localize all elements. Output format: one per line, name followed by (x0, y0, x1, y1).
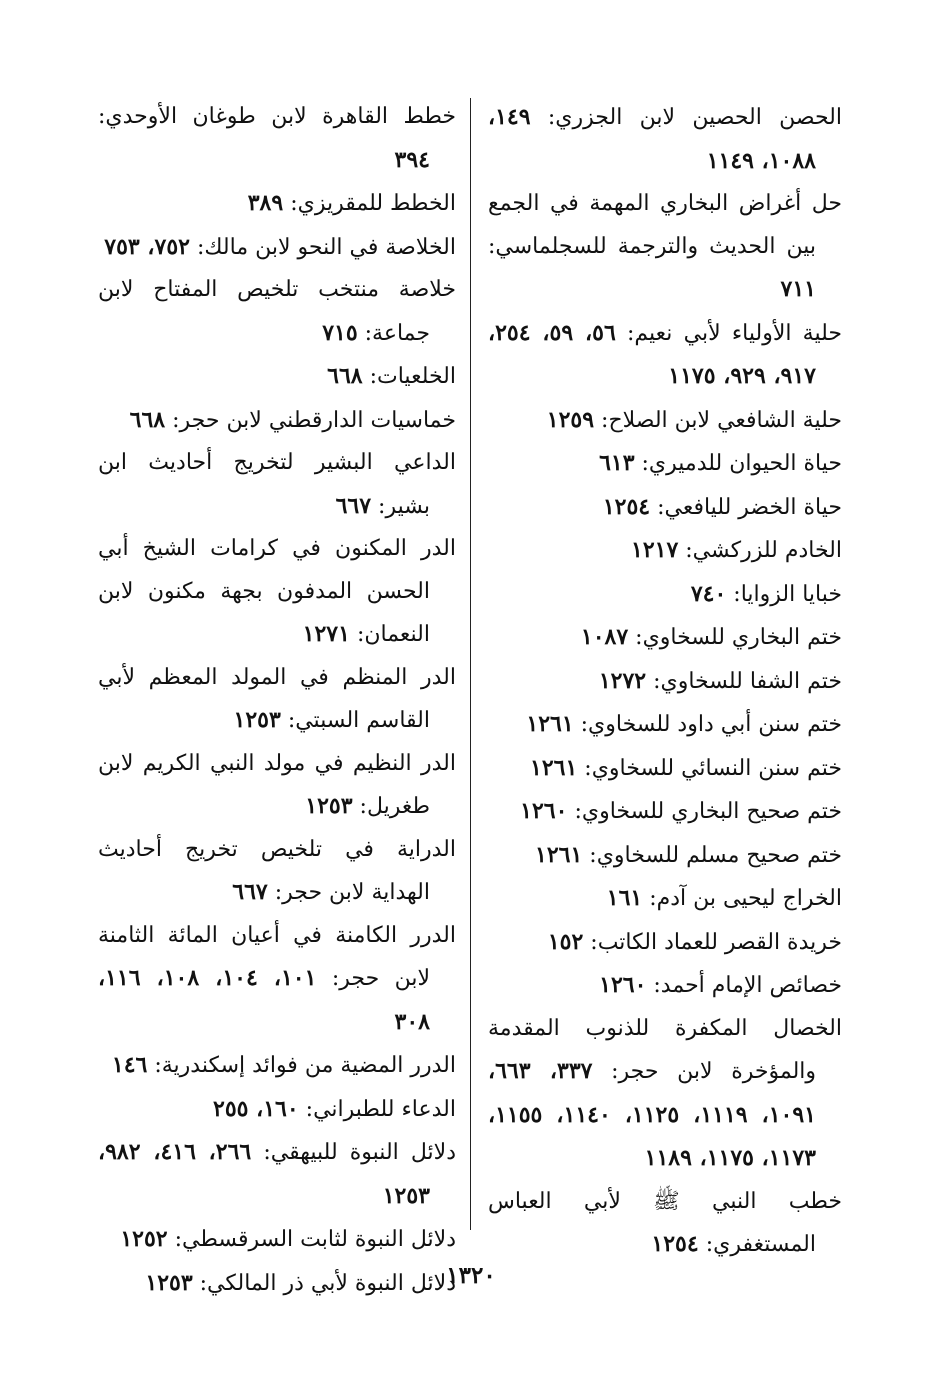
entry-pages: ١٢٦١ (530, 754, 578, 781)
entry-title: الخراج ليحيى بن آدم: (649, 886, 842, 911)
index-entry (488, 921, 842, 965)
entry-pages: ١٦١ (606, 885, 643, 911)
index-entry (488, 703, 842, 747)
index-entry (488, 747, 842, 791)
entry-title: الدر النظيم في مولد النبي الكريم لابن طغريل: (98, 750, 456, 819)
entry-title: ختم الشفا للسخاوي: (653, 668, 842, 694)
index-entry (488, 790, 842, 834)
entry-pages: ٦٦٨ (327, 363, 363, 389)
index-entry (488, 183, 842, 312)
index-entry (98, 1218, 456, 1262)
entry-pages: ١٢٧٢ (598, 667, 647, 694)
entry-title: الخلعيات: (369, 364, 456, 389)
entry-title: دلائل النبوة لأبي ذر المالكي: (199, 1270, 456, 1296)
entry-title: خصائص الإمام أحمد: (653, 973, 842, 998)
entry-title: الدر المنظم في المولد المعظم لأبي القاسم السبتي: (98, 664, 456, 733)
right-entries-list (488, 96, 842, 1267)
entry-pages: ٦٦٧ (335, 492, 372, 519)
entry-title: خطب النبي ﷺ لأبي العباس المستغفري: (488, 1188, 842, 1257)
entry-pages: ٣٨٩ (247, 190, 284, 216)
index-entry (98, 1131, 456, 1218)
index-entry (98, 743, 456, 829)
entry-title: ختم سنن أبي داود للسخاوي: (580, 712, 842, 737)
entry-pages: ٦١٣ (599, 450, 635, 476)
entry-pages: ٧١١ (780, 276, 816, 302)
index-entry (488, 312, 842, 399)
entry-title: الدرر المضية من فوائد إسكندرية: (154, 1053, 456, 1078)
index-entry (488, 834, 842, 878)
entry-title: الدراية في تلخيص تخريج أحاديث الهداية لابن حجر: (98, 836, 456, 905)
entry-pages: ١٢٥٣ (233, 707, 281, 733)
entry-title: حلية الشافعي لابن الصلاح: (601, 407, 842, 433)
entry-title: الدعاء للطبراني: (305, 1096, 456, 1122)
index-entry (488, 573, 842, 617)
index-entry (98, 1088, 456, 1132)
index-entry (488, 1181, 842, 1267)
index-entry (98, 915, 456, 1045)
entry-title: الخادم للزركشي: (685, 538, 842, 563)
index-entry (98, 355, 456, 399)
entry-pages: ١٢٦١ (535, 841, 583, 868)
entry-title: حياة الحيوان للدميري: (641, 451, 842, 476)
entry-pages: ٣٩٤ (394, 146, 430, 173)
left-column (98, 96, 456, 1305)
entry-title: خريدة القصر للعماد الكاتب: (590, 929, 842, 955)
entry-pages: ١٢٥٢ (120, 1226, 168, 1252)
entry-title: دلائل النبوة للبيهقي: (263, 1140, 456, 1165)
entry-title: حلية الأولياء لأبي نعيم: (626, 320, 842, 346)
entry-title: خطط القاهرة لابن طوغان الأوحدي: (98, 104, 456, 129)
index-entry (98, 657, 456, 743)
right-column (488, 96, 842, 1267)
entry-title: حياة الخضر لليافعي: (657, 494, 842, 520)
index-entry (98, 182, 456, 226)
entry-title: خبايا الزوايا: (733, 581, 842, 607)
entry-title: الحصن الحصين لابن الجزري: (547, 105, 842, 130)
index-entry (98, 1044, 456, 1088)
index-entry (98, 226, 456, 270)
index-entry (488, 1008, 842, 1181)
entry-title: ختم سنن النسائي للسخاوي: (584, 755, 842, 781)
entry-pages: ٢٦٦، ٤١٦، ٩٨٢، ١٢٥٣ (98, 1139, 430, 1209)
index-entry (98, 269, 456, 355)
entry-pages: ٥٦، ٥٩، ٢٥٤، ٩١٧، ٩٢٩، ١١٧٥ (488, 319, 816, 389)
entry-pages: ١٢٦٠ (599, 972, 647, 998)
index-entry (98, 442, 456, 528)
entry-pages: ١٠٨٧ (580, 624, 629, 650)
entry-title: الخطط للمقريزي: (290, 191, 456, 216)
entry-pages: ١٠١، ١٠٤، ١٠٨، ١١٦، ٣٠٨ (98, 965, 430, 1035)
entry-title: حل أغراض البخاري المهمة في الجمع بين الحديث والترجمة للسجلماسي: (488, 191, 842, 259)
entry-title: ختم صحيح مسلم للسخاوي: (589, 842, 842, 868)
entry-pages: ٧٤٠ (690, 580, 727, 607)
entry-pages: ٣٣٧، ٦٦٣، ١٠٩١، ١١١٩، ١١٢٥، ١١٤٠، ١١٥٥، ١١٧٣، ١١٧٥، ١١٨٩ (488, 1058, 816, 1171)
entry-title: دلائل النبوة لثابت السرقسطي: (174, 1227, 456, 1252)
index-entry (488, 486, 842, 530)
entry-title: ختم صحيح البخاري للسخاوي: (574, 799, 842, 824)
entry-pages: ١٢٧١ (302, 621, 350, 647)
index-entry (488, 96, 842, 183)
entry-pages: ٦٦٨ (129, 406, 166, 433)
index-entry (98, 96, 456, 182)
entry-title: الخصال المكفرة للذنوب المقدمة والمؤخرة لابن حجر: (488, 1015, 842, 1084)
entry-pages: ١٢٥٤ (602, 493, 651, 520)
index-entry (98, 528, 456, 657)
index-entry (98, 829, 456, 915)
entry-pages: ٧١٥ (322, 319, 358, 346)
entry-pages: ١٢٦١ (526, 711, 574, 737)
column-divider (470, 98, 471, 1230)
entry-pages: ١٤٩، ١٠٨٨، ١١٤٩ (488, 104, 816, 174)
entry-pages: ١٢٦٠ (520, 798, 568, 824)
entry-title: خماسيات الدارقطني لابن حجر: (172, 407, 456, 433)
entry-title: الدرر الكامنة في أعيان المائة الثامنة لابن حجر: (98, 922, 456, 991)
entry-pages: ٧٥٢، ٧٥٣ (104, 233, 190, 260)
entry-pages: ١٢٥٤ (651, 1231, 699, 1257)
index-entry (488, 399, 842, 443)
index-entry (488, 660, 842, 704)
entry-pages: ٦٦٧ (232, 879, 268, 905)
entry-pages: ١٢٥٣ (145, 1269, 193, 1296)
entry-title: الدر المكنون في كرامات الشيخ أبي الحسن المدفون بجهة مكنون لابن النعمان: (98, 536, 456, 647)
entry-title: ختم البخاري للسخاوي: (635, 625, 842, 650)
entry-title: الداعي البشير لتخريج أحاديث ابن بشير: (98, 450, 456, 519)
index-entry (98, 399, 456, 443)
entry-title: الخلاصة في النحو لابن مالك: (196, 234, 456, 260)
index-entry (488, 529, 842, 573)
entry-title: خلاصة منتخب تلخيص المفتاح لابن جماعة: (98, 277, 456, 346)
entry-pages: ١٢٥٣ (305, 793, 353, 819)
entry-pages: ١٢٥٩ (546, 406, 595, 433)
index-entry (488, 877, 842, 921)
index-entry (488, 442, 842, 486)
entry-pages: ١٥٢ (547, 928, 584, 955)
index-entry (488, 964, 842, 1008)
entry-pages: ١٦٠، ٢٥٥ (213, 1095, 299, 1122)
index-entry (488, 616, 842, 660)
entry-pages: ١٤٦ (111, 1052, 148, 1078)
page-number: ١٣٢٠ (446, 1262, 496, 1289)
entry-pages: ١٢١٧ (631, 537, 679, 563)
left-entries-list (98, 96, 456, 1305)
